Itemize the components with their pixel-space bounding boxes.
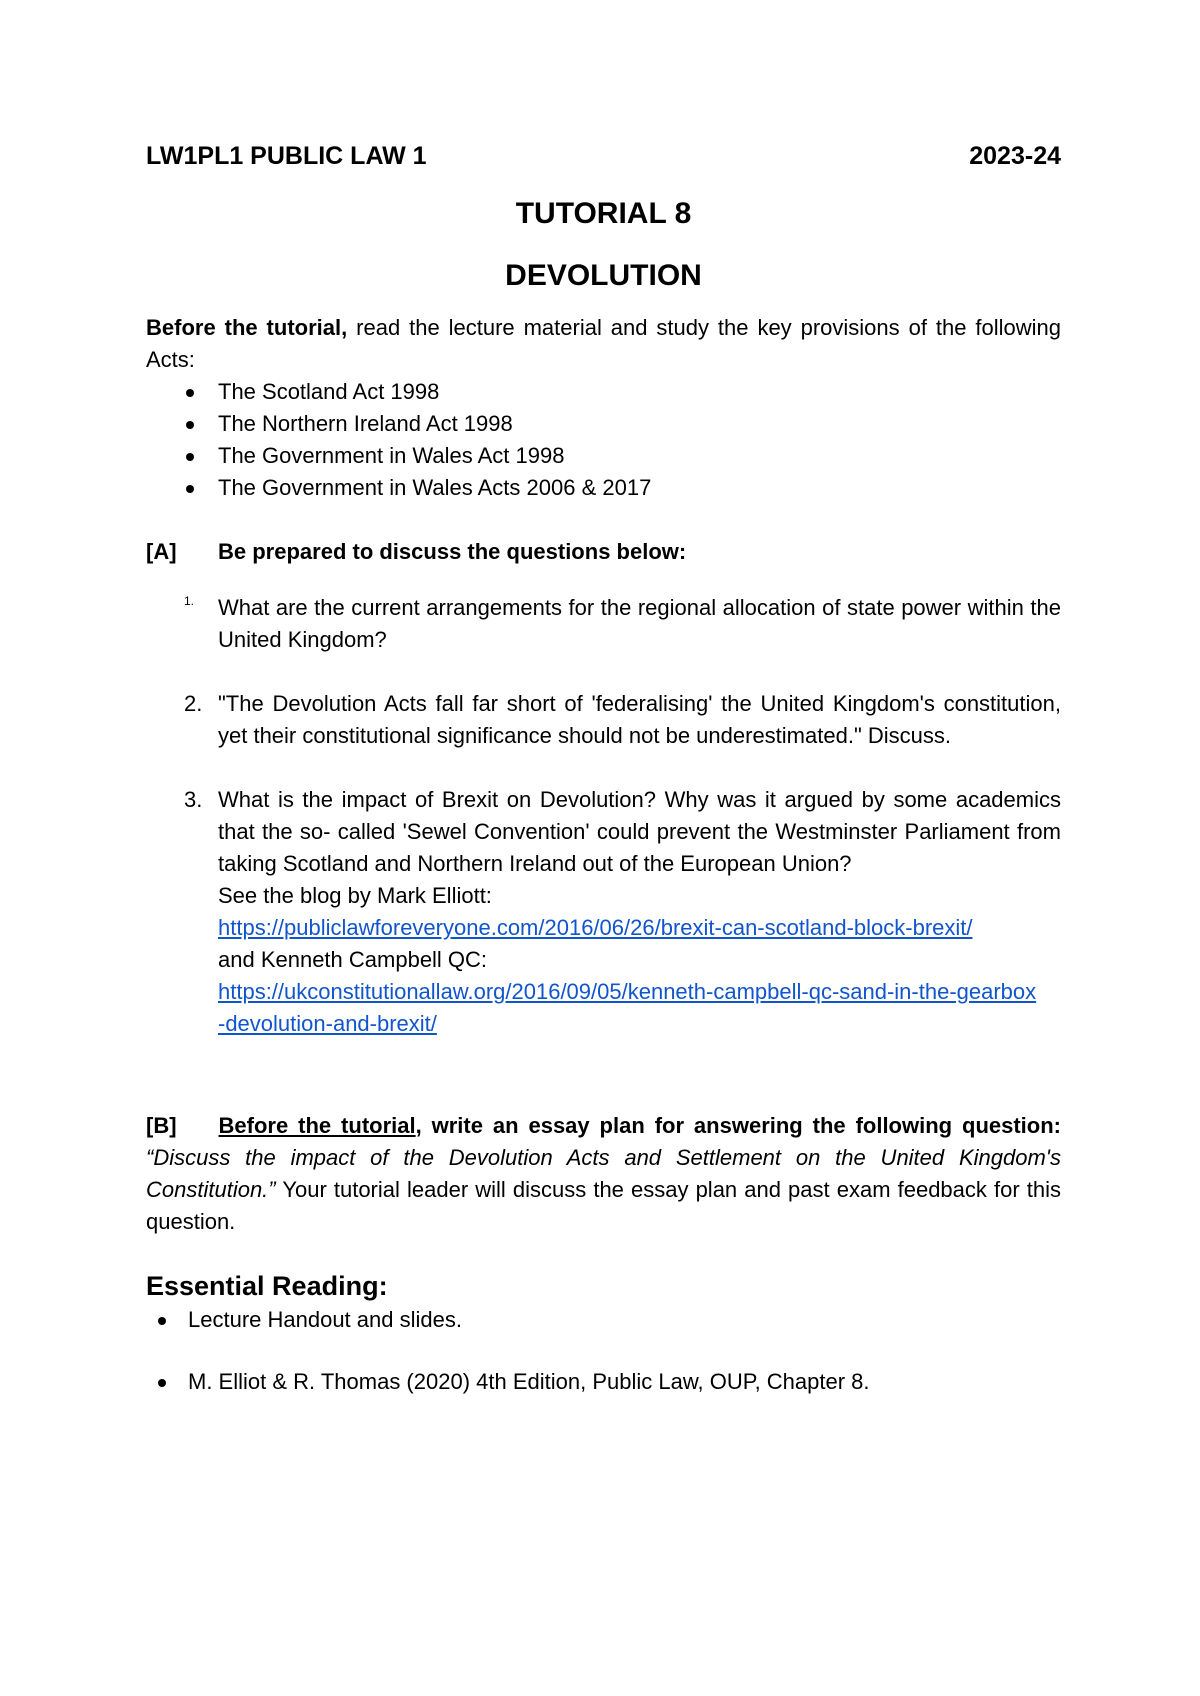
list-item: The Government in Wales Acts 2006 & 2017 xyxy=(146,472,1061,504)
intro-paragraph xyxy=(146,312,1061,376)
list-item: The Government in Wales Act 1998 xyxy=(146,440,1061,472)
question-2 xyxy=(146,688,1061,752)
section-b-underlined: Before the tutorial xyxy=(218,1113,416,1138)
section-a-heading xyxy=(146,536,1061,568)
blog-intro: See the blog by Mark Elliott: xyxy=(218,883,492,908)
course-code: LW1PL1 PUBLIC LAW 1 xyxy=(146,142,427,170)
list-item: The Scotland Act 1998 xyxy=(146,376,1061,408)
question-text: What are the current arrangements for the regional allocation of state power within the United Kingdom? xyxy=(218,595,1061,652)
intro-bold: Before the tutorial, xyxy=(146,315,348,340)
essential-reading-heading: Essential Reading: xyxy=(146,1271,388,1301)
question-text: "The Devolution Acts fall far short of 'federalising' the United Kingdom's constitution, yet their constitutional significance should not be underestimated." Discuss. xyxy=(218,691,1061,748)
question-3 xyxy=(146,784,1061,1040)
list-item: Lecture Handout and slides. xyxy=(146,1304,1061,1336)
section-b-bold: , write an essay plan for answering the following question: xyxy=(415,1113,1061,1138)
list-item: The Northern Ireland Act 1998 xyxy=(146,408,1061,440)
question-1 xyxy=(146,592,1061,656)
document-page xyxy=(146,140,1061,1428)
section-b-label: [B] xyxy=(146,1113,177,1138)
document-header xyxy=(146,140,1061,172)
section-b-rest: Your tutorial leader will discuss the essay plan and past exam feedback for this question. xyxy=(146,1177,1061,1234)
question-number: 2. xyxy=(184,691,203,716)
question-number: 3. xyxy=(184,787,203,812)
campbell-intro: and Kenneth Campbell QC: xyxy=(218,947,488,972)
topic-title: DEVOLUTION xyxy=(505,259,702,292)
question-number: 1. xyxy=(184,594,195,608)
section-a-title: Be prepared to discuss the questions below: xyxy=(218,539,687,564)
campbell-blog-link[interactable]: https://ukconstitutionallaw.org/2016/09/05/kenneth-campbell-qc-sand-in-the-gearbox-devolution-and-brexit/ xyxy=(218,979,1037,1036)
elliott-blog-link[interactable]: https://publiclawforeveryone.com/2016/06/26/brexit-can-scotland-block-brexit/ xyxy=(218,915,973,940)
acts-list xyxy=(146,376,1061,504)
reading-list xyxy=(146,1304,1061,1398)
section-b-paragraph xyxy=(146,1110,1061,1238)
academic-year: 2023-24 xyxy=(969,142,1061,170)
intro-text: read the lecture material and study the key provisions of the following Acts: xyxy=(146,315,1061,372)
list-item: M. Elliot & R. Thomas (2020) 4th Edition, Public Law, OUP, Chapter 8. xyxy=(146,1366,1061,1398)
section-a-label: [A] xyxy=(146,539,177,564)
tutorial-title: TUTORIAL 8 xyxy=(515,197,692,230)
essay-question: “Discuss the impact of the Devolution Acts and Settlement on the United Kingdom's Constitution.” xyxy=(146,1145,1061,1202)
question-text: What is the impact of Brexit on Devolution? Why was it argued by some academics that the so- called 'Sewel Convention' could prevent the Westminster Parliament from taking Scotland and Northern Ireland out of the European Union? xyxy=(218,787,1061,876)
